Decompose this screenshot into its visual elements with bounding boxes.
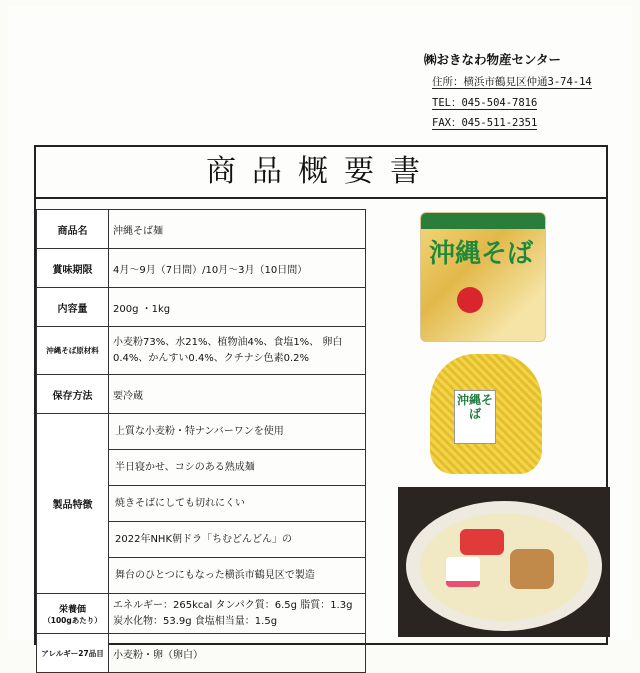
package-band — [421, 213, 545, 229]
nutrition-value: エネルギー：265kcal タンパク質：6.5g 脂質：1.3g 炭水化物：53.9g 食塩相当量：1.5g — [109, 594, 366, 634]
table-row — [37, 375, 366, 414]
pork-slice — [510, 549, 554, 589]
ingredients-label: 沖縄そば原材料 — [37, 327, 109, 375]
product-name-label: 商品名 — [37, 210, 109, 249]
nutrition-label-sub: （100gあたり） — [43, 615, 102, 625]
storage-label: 保存方法 — [37, 375, 109, 414]
ingredients-value: 小麦粉73%、水21%、植物油4%、食塩1%、 卵白0.4%、かんすい0.4%、クチナシ色素0.2% — [109, 327, 366, 375]
expiry-label: 賞味期限 — [37, 249, 109, 288]
allergy-value: 小麦粉・卵（卵白） — [109, 634, 366, 673]
hibiscus-icon — [457, 287, 483, 313]
features-label: 製品特徴 — [37, 414, 109, 594]
soba-bowl-photo — [398, 487, 610, 637]
product-name-value: 沖縄そば麺 — [109, 210, 366, 249]
bag-label: 沖縄そば — [454, 390, 496, 444]
company-name: ㈱おきなわ物産センター — [424, 52, 562, 67]
company-fax: FAX：045-511-2351 — [432, 117, 538, 129]
table-row — [37, 210, 366, 249]
feature-item: 2022年NHK朝ドラ「ちむどんどん」の — [109, 522, 365, 558]
spec-table — [36, 209, 366, 673]
feature-item: 上質な小麦粉・特ナンバーワンを使用 — [109, 414, 365, 450]
table-row — [37, 249, 366, 288]
amount-value: 200g ・1kg — [109, 288, 366, 327]
table-row — [37, 634, 366, 673]
package-label: 沖縄そば — [429, 239, 534, 269]
table-row — [37, 594, 366, 634]
storage-value: 要冷蔵 — [109, 375, 366, 414]
feature-item: 舞台のひとつにもなった横浜市鶴見区で製造 — [115, 570, 315, 581]
allergy-label: アレルギー27品目 — [37, 634, 109, 673]
sheet-title: 商品概要書 — [36, 147, 606, 199]
expiry-value: 4月～9月（7日間）/10月～3月（10日間） — [109, 249, 366, 288]
table-row — [37, 327, 366, 375]
red-ginger — [460, 529, 504, 555]
company-tel: TEL：045-504-7816 — [432, 97, 538, 109]
table-row — [37, 414, 366, 594]
table-row — [37, 288, 366, 327]
amount-label: 内容量 — [37, 288, 109, 327]
nutrition-label-main: 栄養価 — [58, 604, 86, 615]
kamaboko — [446, 557, 480, 587]
feature-item: 焼きそばにしても切れにくい — [109, 486, 365, 522]
noodle-bag-photo — [424, 346, 548, 478]
nutrition-label — [37, 594, 109, 634]
company-address: 住所：横浜市鶴見区仲通3-74-14 — [432, 76, 592, 88]
features-cell — [109, 414, 366, 594]
feature-item: 半日寝かせ、コシのある熟成麺 — [109, 450, 365, 486]
package-photo — [420, 212, 546, 342]
